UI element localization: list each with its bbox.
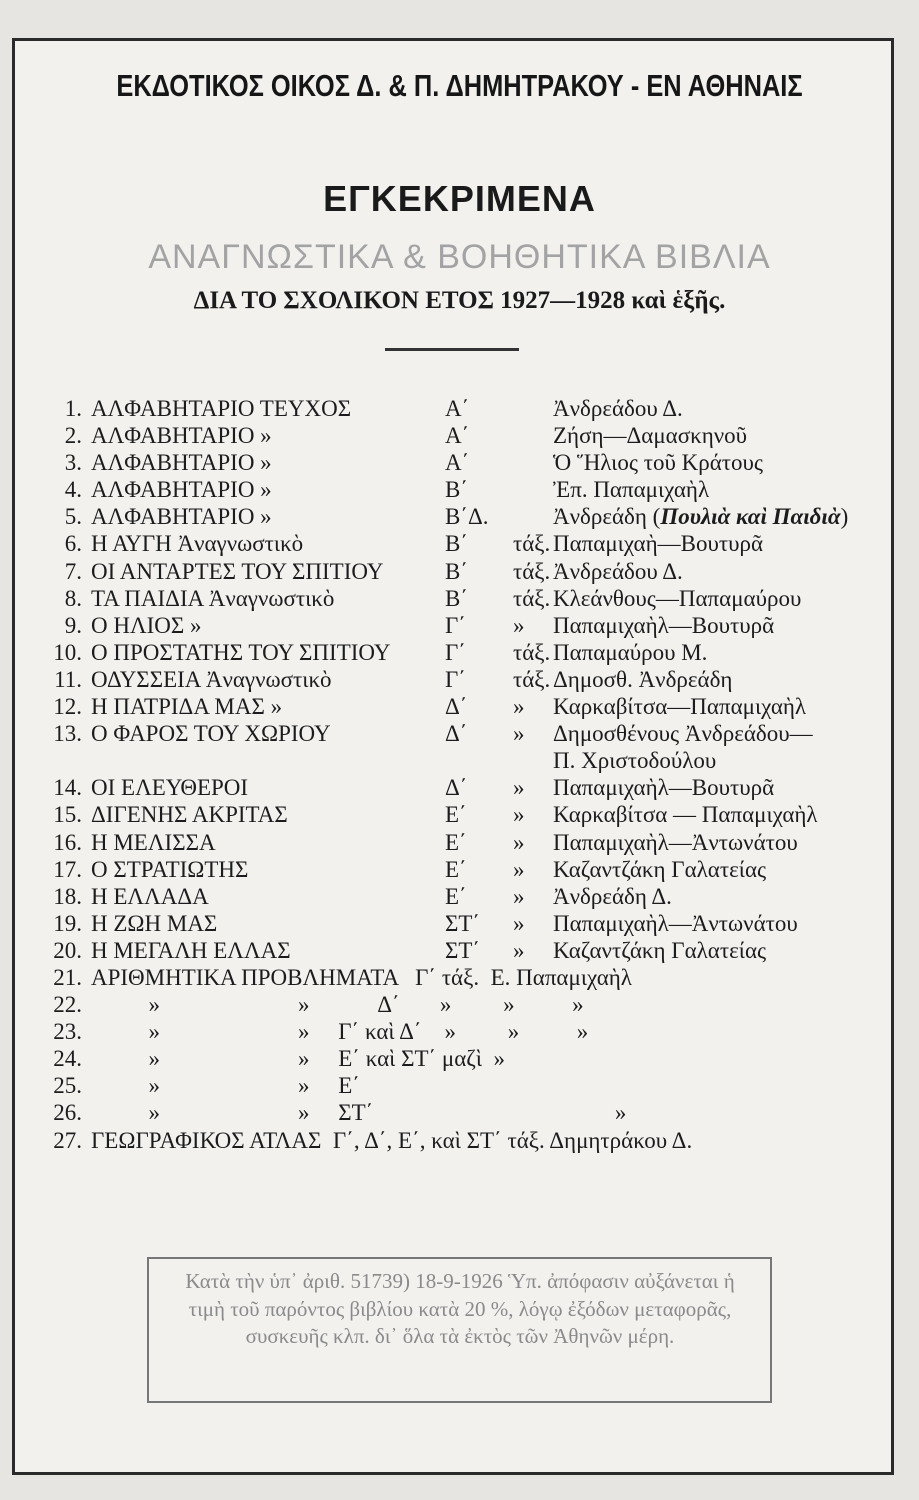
book-title: Η ΜΕΛΙΣΣΑ	[91, 829, 216, 855]
item-number: 20.	[53, 937, 82, 963]
grade-volume: Β΄	[445, 531, 468, 557]
item-number: 22.	[53, 992, 82, 1018]
book-title: ΑΛΦΑΒΗΤΑΡΙΟ »	[91, 423, 272, 449]
list-item	[0, 991, 919, 1018]
book-title: Η ΕΛΛΑΔΑ	[91, 883, 209, 909]
book-title: ΔΙΓΕΝΗΣ ΑΚΡΙΤΑΣ	[91, 802, 288, 828]
author-text: Παπαμιχαὴλ—Βουτυρᾶ	[553, 612, 775, 638]
book-author	[553, 801, 818, 828]
author-text: Ἀνδρεάδου Δ.	[553, 396, 683, 421]
list-item	[0, 476, 919, 503]
author-emphasis: Πουλιὰ καὶ Παιδιὰ	[660, 504, 841, 530]
grade-volume: ΣΤ΄	[445, 937, 481, 963]
item-line: » » ΣΤ΄ »	[91, 1100, 627, 1126]
item-number: 21.	[53, 964, 82, 990]
grade-volume: Γ΄	[445, 666, 466, 692]
grade-volume: Δ΄	[445, 694, 468, 720]
class-detail: τάξ.	[513, 558, 551, 584]
book-title: Η ΖΩΗ ΜΑΣ	[91, 910, 218, 936]
item-number: 4.	[64, 477, 82, 503]
list-item	[0, 449, 919, 476]
item-number: 23.	[53, 1019, 82, 1045]
author-text: Καζαντζάκη Γαλατείας	[553, 856, 767, 882]
author-text: Ζήση—Δαμασκηνοῦ	[553, 423, 748, 449]
book-author	[553, 476, 709, 503]
book-title: ΑΛΦΑΒΗΤΑΡΙΟ »	[91, 504, 272, 530]
book-author	[553, 937, 766, 964]
grade-volume: Δ΄	[445, 721, 468, 747]
item-number: 26.	[53, 1100, 82, 1126]
item-number: 25.	[53, 1073, 82, 1099]
class-detail: τάξ.	[513, 666, 551, 692]
book-author	[553, 558, 683, 585]
book-title: Ο ΗΛΙΟΣ »	[91, 612, 202, 638]
item-line: » » Γ΄ καὶ Δ΄ » » »	[91, 1019, 589, 1045]
class-detail: »	[513, 802, 525, 828]
author-text: Ἀνδρεάδου Δ.	[553, 558, 683, 584]
item-number: 10.	[53, 639, 82, 665]
class-detail: »	[513, 883, 525, 909]
book-author	[553, 530, 763, 557]
list-item	[0, 801, 919, 828]
item-number: 7.	[64, 558, 82, 584]
class-detail: τάξ.	[513, 639, 551, 665]
list-item	[0, 612, 919, 639]
list-item	[0, 639, 919, 666]
author-text: Καζαντζάκη Γαλατείας	[553, 937, 767, 963]
book-title: Ο ΦΑΡΟΣ ΤΟΥ ΧΩΡΙΟΥ	[91, 721, 331, 747]
class-detail: »	[513, 721, 525, 747]
book-author	[553, 910, 798, 937]
list-item	[0, 937, 919, 964]
item-line: ΓΕΩΓΡΑΦΙΚΟΣ ΑΤΛΑΣ Γ΄, Δ΄, Ε΄, καὶ ΣΤ΄ τάξ. Δημητράκου Δ.	[91, 1127, 693, 1153]
list-item	[0, 829, 919, 856]
grade-volume: Α΄	[445, 396, 470, 421]
book-title: Η ΠΑΤΡΙΔΑ ΜΑΣ »	[91, 694, 283, 720]
author-text: Ἀνδρεάδη (	[553, 504, 661, 530]
list-item	[0, 720, 919, 747]
list-item	[0, 1045, 919, 1072]
book-author	[553, 585, 801, 612]
item-number: 12.	[53, 694, 82, 720]
list-item	[0, 1018, 919, 1045]
item-number: 5.	[64, 504, 82, 530]
book-title: Η ΑΥΓΗ Ἀναγνωστικὸ	[91, 531, 304, 557]
grade-volume: Β΄Δ.	[445, 504, 489, 530]
book-title: ΑΛΦΑΒΗΤΑΡΙΟ »	[91, 477, 272, 503]
author-text: Παπαμιχαὴλ—Ἀντωνάτου	[553, 910, 798, 936]
list-item	[0, 693, 919, 720]
class-detail: τάξ.	[513, 531, 551, 557]
grade-volume: Γ΄	[445, 612, 466, 638]
grade-volume: ΣΤ΄	[445, 910, 481, 936]
list-item	[0, 585, 919, 612]
grade-volume: Β΄	[445, 558, 468, 584]
author-text: Ἀνδρεάδη Δ.	[553, 883, 672, 909]
author-text: Παπαμιχαὴλ—Ἀντωνάτου	[553, 829, 798, 855]
item-number: 11.	[54, 666, 82, 692]
author-text: Δημοσθ. Ἀνδρεάδη	[553, 666, 733, 692]
item-number: 16.	[53, 829, 82, 855]
grade-volume: Β΄	[445, 585, 468, 611]
author-text: Καρκαβίτσα—Παπαμιχαὴλ	[553, 694, 807, 720]
class-detail: »	[513, 694, 525, 720]
list-item	[0, 422, 919, 449]
list-item	[0, 395, 919, 422]
book-author	[553, 774, 774, 801]
book-author-continued: Π. Χριστοδούλου	[553, 748, 717, 774]
book-title: ΤΑ ΠΑΙΔΙΑ Ἀναγνωστικὸ	[91, 585, 335, 611]
book-title: ΑΛΦΑΒΗΤΑΡΙΟ ΤΕΥΧΟΣ	[91, 396, 352, 421]
list-item	[0, 666, 919, 693]
item-number: 15.	[53, 802, 82, 828]
list-item	[0, 530, 919, 557]
class-detail: »	[513, 829, 525, 855]
grade-volume: Γ΄	[445, 639, 466, 665]
school-year-line: ΔΙΑ ΤΟ ΣΧΟΛΙΚΟΝ ΕΤΟΣ 1927—1928 καὶ ἑξῆς.	[193, 287, 726, 314]
item-number: 27.	[53, 1127, 82, 1153]
book-author	[553, 422, 747, 449]
item-number: 19.	[53, 910, 82, 936]
divider-rule	[385, 348, 519, 351]
list-item	[0, 856, 919, 883]
book-author	[553, 395, 683, 422]
item-line: » » Ε΄	[91, 1073, 360, 1099]
notice-text: Κατὰ τὴν ὑπ᾽ ἀριθ. 51739) 18-9-1926 Ὑπ. ἀπόφασιν αὐξάνεται ἡ τιμὴ τοῦ παρόντος βιβλίου κατὰ 20 %, λόγῳ ἐξόδων μεταφορᾶς, συσκευῆς κλπ. δι᾽ ὅλα τὰ ἐκτὸς τῶν Ἀθηνῶν μέρη.	[185, 1269, 735, 1348]
book-author	[553, 449, 763, 476]
book-author	[553, 856, 766, 883]
book-author	[553, 693, 806, 720]
item-number: 24.	[53, 1046, 82, 1072]
grade-volume: Δ΄	[445, 775, 468, 801]
book-author	[553, 612, 774, 639]
item-number: 14.	[53, 775, 82, 801]
item-number: 2.	[64, 423, 82, 449]
author-text: Δημοσθένους Ἀνδρεάδου—	[553, 721, 813, 747]
item-line: ΑΡΙΘΜΗΤΙΚΑ ΠΡΟΒΛΗΜΑΤΑ Γ΄ τάξ. Ε. Παπαμιχαὴλ	[91, 964, 632, 990]
book-title: Η ΜΕΓΑΛΗ ΕΛΛΑΣ	[91, 937, 291, 963]
grade-volume: Ε΄	[445, 856, 467, 882]
grade-volume: Α΄	[445, 423, 470, 449]
list-item	[0, 558, 919, 585]
item-number: 13.	[53, 721, 82, 747]
author-text: Ἐπ. Παπαμιχαὴλ	[553, 477, 710, 503]
author-text: Παπαμιχαὴ—Βουτυρᾶ	[553, 531, 764, 557]
author-text: Παπαμιχαὴλ—Βουτυρᾶ	[553, 775, 775, 801]
publisher-heading: ΕΚΔΟΤΙΚΟΣ ΟΙΚΟΣ Δ. & Π. ΔΗΜΗΤΡΑΚΟΥ - ΕΝ ΑΘΗΝΑΙΣ	[116, 68, 803, 103]
book-author	[553, 639, 707, 666]
class-detail: »	[513, 612, 525, 638]
item-number: 9.	[64, 612, 82, 638]
page-title: ΕΓΚΕΚΡΙΜΕΝΑ	[323, 178, 596, 219]
book-title: Ο ΠΡΟΣΤΑΤΗΣ ΤΟΥ ΣΠΙΤΙΟΥ	[91, 639, 391, 665]
list-item	[0, 964, 919, 991]
list-item-continuation	[0, 747, 919, 774]
item-number: 18.	[53, 883, 82, 909]
page-subtitle: ΑΝΑΓΝΩΣΤΙΚΑ & ΒΟΗΘΗΤΙΚΑ ΒΙΒΛΙΑ	[148, 238, 771, 276]
grade-volume: Ε΄	[445, 802, 467, 828]
list-item	[0, 503, 919, 530]
book-title: ΟΙ ΕΛΕΥΘΕΡΟΙ	[91, 775, 249, 801]
class-detail: »	[513, 775, 525, 801]
grade-volume: Α΄	[445, 450, 470, 476]
book-title: Ο ΣΤΡΑΤΙΩΤΗΣ	[91, 856, 249, 882]
author-text: Ὁ Ἥλιος τοῦ Κράτους	[553, 450, 763, 476]
book-author	[553, 503, 848, 530]
class-detail: »	[513, 937, 525, 963]
item-number: 1.	[64, 396, 82, 421]
book-author	[553, 829, 798, 856]
class-detail: »	[513, 910, 525, 936]
grade-volume: Ε΄	[445, 883, 467, 909]
item-number: 8.	[64, 585, 82, 611]
list-item	[0, 774, 919, 801]
book-list	[0, 395, 919, 1154]
author-text: Παπαμαύρου Μ.	[553, 639, 708, 665]
list-item	[0, 1099, 919, 1126]
item-line: » » Ε΄ καὶ ΣΤ΄ μαζὶ »	[91, 1046, 506, 1072]
author-end: )	[840, 504, 849, 530]
book-title: ΟΙ ΑΝΤΑΡΤΕΣ ΤΟΥ ΣΠΙΤΙΟΥ	[91, 558, 384, 584]
item-number: 6.	[64, 531, 82, 557]
list-item	[0, 1127, 919, 1154]
book-title: ΟΔΥΣΣΕΙΑ Ἀναγνωστικὸ	[91, 666, 332, 692]
class-detail: »	[513, 856, 525, 882]
item-number: 3.	[64, 450, 82, 476]
book-author	[553, 720, 813, 747]
grade-volume: Ε΄	[445, 829, 467, 855]
book-author	[553, 666, 732, 693]
book-title: ΑΛΦΑΒΗΤΑΡΙΟ »	[91, 450, 272, 476]
author-text: Κλεάνθους—Παπαμαύρου	[553, 585, 802, 611]
list-item	[0, 910, 919, 937]
list-item	[0, 883, 919, 910]
author-text: Καρκαβίτσα — Παπαμιχαὴλ	[553, 802, 818, 828]
class-detail: τάξ.	[513, 585, 551, 611]
book-author	[553, 883, 672, 910]
item-number: 17.	[53, 856, 82, 882]
item-line: » » Δ΄ » » »	[91, 992, 584, 1018]
grade-volume: Β΄	[445, 477, 468, 503]
list-item	[0, 1072, 919, 1099]
